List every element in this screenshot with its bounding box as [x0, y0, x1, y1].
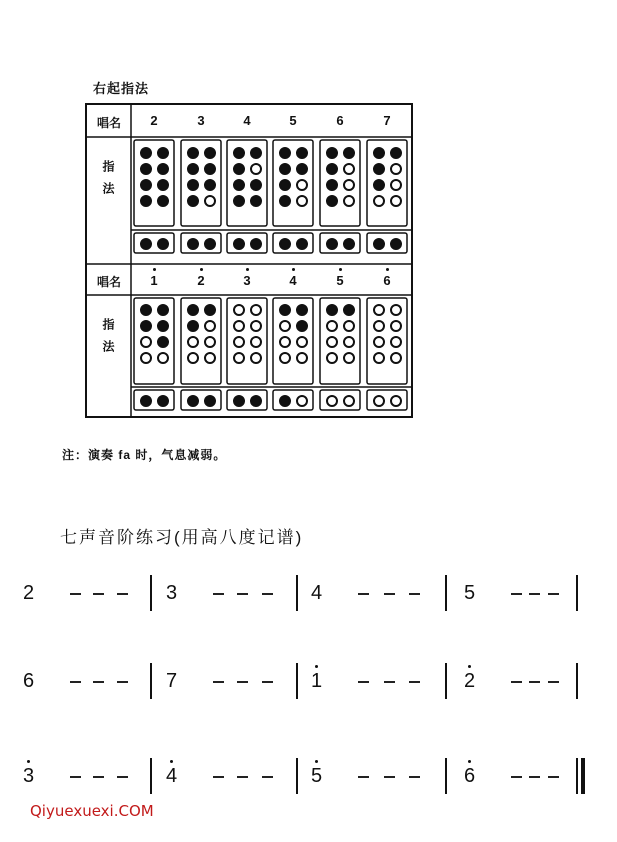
open-hole [373, 395, 385, 407]
open-hole [157, 352, 169, 364]
high-octave-dot [339, 268, 342, 271]
sustain-dash [511, 776, 522, 778]
closed-hole [326, 179, 338, 191]
closed-hole [140, 163, 152, 175]
score-note: 1 [311, 670, 323, 692]
solfege-table_lower-0: 1 [150, 273, 158, 288]
barline [576, 575, 578, 611]
open-hole [343, 320, 355, 332]
sustain-dash [117, 593, 128, 595]
closed-hole [157, 195, 169, 207]
closed-hole [187, 163, 199, 175]
open-hole [204, 320, 216, 332]
open-hole [204, 336, 216, 348]
thumb-holes-table_lower-5 [373, 395, 407, 407]
closed-hole [279, 163, 291, 175]
closed-hole [279, 304, 291, 316]
closed-hole [326, 163, 338, 175]
high-octave-dot [246, 268, 249, 271]
closed-hole [157, 304, 169, 316]
high-octave-dot [153, 268, 156, 271]
open-hole [373, 352, 385, 364]
closed-hole [250, 238, 262, 250]
sustain-dash [213, 681, 224, 683]
sustain-dash [358, 681, 369, 683]
open-hole [233, 336, 245, 348]
score-note: 3 [166, 582, 178, 604]
open-hole [279, 352, 291, 364]
thumb-holes-table_upper-3 [279, 238, 313, 250]
high-octave-dot [27, 760, 30, 763]
closed-hole [326, 238, 338, 250]
front-holes-table_lower-5 [373, 304, 407, 364]
score-note: 6 [464, 765, 476, 787]
closed-hole [233, 395, 245, 407]
open-hole [250, 352, 262, 364]
closed-hole [296, 238, 308, 250]
open-hole [373, 304, 385, 316]
high-octave-dot [292, 268, 295, 271]
solfege-table_lower-1: 2 [197, 273, 205, 288]
front-holes-table_upper-0 [140, 147, 174, 207]
closed-hole [187, 179, 199, 191]
open-hole [390, 195, 402, 207]
open-hole [390, 336, 402, 348]
high-octave-dot [386, 268, 389, 271]
open-hole [187, 352, 199, 364]
sustain-dash [529, 593, 540, 595]
closed-hole [326, 304, 338, 316]
closed-hole [250, 195, 262, 207]
sustain-dash [358, 776, 369, 778]
closed-hole [204, 163, 216, 175]
sustain-dash [237, 593, 248, 595]
sustain-dash [548, 681, 559, 683]
open-hole [343, 395, 355, 407]
closed-hole [140, 395, 152, 407]
open-hole [204, 352, 216, 364]
sustain-dash [93, 593, 104, 595]
front-holes-table_upper-1 [187, 147, 221, 207]
open-hole [373, 195, 385, 207]
front-holes-table_lower-4 [326, 304, 360, 364]
front-holes-table_upper-5 [373, 147, 407, 207]
closed-hole [373, 163, 385, 175]
open-hole [296, 195, 308, 207]
closed-hole [296, 304, 308, 316]
open-hole [296, 336, 308, 348]
score-note: 5 [311, 765, 323, 787]
closed-hole [187, 147, 199, 159]
closed-hole [140, 179, 152, 191]
closed-hole [326, 195, 338, 207]
sustain-dash [262, 681, 273, 683]
closed-hole [157, 179, 169, 191]
barline [150, 575, 152, 611]
thumb-holes-table_lower-0 [140, 395, 174, 407]
score-note: 6 [23, 670, 35, 692]
open-hole [233, 320, 245, 332]
closed-hole [187, 320, 199, 332]
barline [445, 663, 447, 699]
upper-solfege-label: 唱名 [96, 116, 121, 130]
closed-hole [373, 238, 385, 250]
closed-hole [279, 147, 291, 159]
closed-hole [233, 238, 245, 250]
front-holes-table_lower-2 [233, 304, 267, 364]
barline [576, 663, 578, 699]
sustain-dash [358, 593, 369, 595]
sustain-dash [213, 776, 224, 778]
closed-hole [390, 238, 402, 250]
exercise-title: 七声音阶练习(用高八度记谱) [60, 528, 304, 547]
closed-hole [343, 304, 355, 316]
solfege-table_upper-3: 5 [289, 113, 297, 128]
closed-hole [157, 336, 169, 348]
closed-hole [250, 179, 262, 191]
score-note: 3 [23, 765, 35, 787]
open-hole [326, 336, 338, 348]
open-hole [140, 352, 152, 364]
barline [150, 758, 152, 794]
sustain-dash [384, 681, 395, 683]
score-note: 7 [166, 670, 178, 692]
thumb-holes-table_lower-4 [326, 395, 360, 407]
closed-hole [279, 179, 291, 191]
open-hole [343, 163, 355, 175]
open-hole [343, 179, 355, 191]
open-hole [250, 163, 262, 175]
final-barline [581, 758, 585, 794]
front-holes-table_lower-0 [140, 304, 174, 364]
lower-fingering-label: 指法 [101, 318, 115, 362]
closed-hole [187, 304, 199, 316]
open-hole [390, 163, 402, 175]
sustain-dash [70, 776, 81, 778]
thumb-holes-table_upper-0 [140, 238, 174, 250]
sustain-dash [409, 593, 420, 595]
high-octave-dot [468, 760, 471, 763]
sustain-dash [70, 593, 81, 595]
solfege-table_lower-5: 6 [383, 273, 391, 288]
closed-hole [204, 395, 216, 407]
closed-hole [157, 320, 169, 332]
sustain-dash [529, 776, 540, 778]
open-hole [390, 304, 402, 316]
closed-hole [204, 147, 216, 159]
closed-hole [250, 395, 262, 407]
upper-fingering-label: 指法 [101, 160, 115, 204]
solfege-table_lower-2: 3 [243, 273, 251, 288]
open-hole [343, 352, 355, 364]
closed-hole [343, 238, 355, 250]
score-note: 5 [464, 582, 476, 604]
open-hole [343, 336, 355, 348]
open-hole [390, 320, 402, 332]
open-hole [233, 352, 245, 364]
open-hole [250, 304, 262, 316]
sustain-dash [384, 776, 395, 778]
sustain-dash [70, 681, 81, 683]
high-octave-dot [468, 665, 471, 668]
sustain-dash [262, 593, 273, 595]
open-hole [233, 304, 245, 316]
closed-hole [296, 163, 308, 175]
barline [576, 758, 578, 794]
closed-hole [140, 147, 152, 159]
closed-hole [204, 304, 216, 316]
watermark-text: Qiyuexuexi.COM [30, 802, 154, 820]
thumb-holes-table_upper-4 [326, 238, 360, 250]
closed-hole [373, 147, 385, 159]
high-octave-dot [170, 760, 173, 763]
closed-hole [140, 238, 152, 250]
thumb-holes-table_lower-2 [233, 395, 267, 407]
sustain-dash [511, 681, 522, 683]
open-hole [373, 320, 385, 332]
closed-hole [233, 163, 245, 175]
high-octave-dot [315, 760, 318, 763]
closed-hole [279, 395, 291, 407]
performance-note: 注：演奏 fa 时，气息减弱。 [62, 448, 227, 462]
open-hole [279, 336, 291, 348]
open-hole [187, 336, 199, 348]
closed-hole [390, 147, 402, 159]
open-hole [326, 320, 338, 332]
sustain-dash [237, 681, 248, 683]
closed-hole [204, 238, 216, 250]
solfege-table_upper-4: 6 [336, 113, 344, 128]
solfege-table_lower-4: 5 [336, 273, 344, 288]
closed-hole [140, 304, 152, 316]
score-note: 2 [464, 670, 476, 692]
barline [296, 663, 298, 699]
solfege-table_upper-0: 2 [150, 113, 158, 128]
open-hole [296, 352, 308, 364]
sustain-dash [213, 593, 224, 595]
barline [445, 575, 447, 611]
closed-hole [373, 179, 385, 191]
closed-hole [204, 179, 216, 191]
closed-hole [296, 320, 308, 332]
closed-hole [187, 238, 199, 250]
sustain-dash [548, 776, 559, 778]
open-hole [250, 336, 262, 348]
sustain-dash [93, 776, 104, 778]
closed-hole [140, 320, 152, 332]
closed-hole [233, 147, 245, 159]
thumb-holes-table_upper-1 [187, 238, 221, 250]
sustain-dash [237, 776, 248, 778]
closed-hole [157, 147, 169, 159]
open-hole [204, 195, 216, 207]
open-hole [326, 352, 338, 364]
sustain-dash [409, 776, 420, 778]
sustain-dash [409, 681, 420, 683]
sustain-dash [117, 681, 128, 683]
thumb-holes-table_lower-1 [187, 395, 221, 407]
solfege-table_upper-5: 7 [383, 113, 391, 128]
open-hole [390, 352, 402, 364]
open-hole [390, 179, 402, 191]
solfege-table_upper-2: 4 [243, 113, 251, 128]
sustain-dash [262, 776, 273, 778]
thumb-holes-table_upper-2 [233, 238, 267, 250]
sustain-dash [384, 593, 395, 595]
score-note: 4 [166, 765, 178, 787]
closed-hole [140, 195, 152, 207]
sustain-dash [548, 593, 559, 595]
closed-hole [279, 195, 291, 207]
closed-hole [187, 195, 199, 207]
open-hole [373, 336, 385, 348]
barline [445, 758, 447, 794]
score-note: 4 [311, 582, 323, 604]
high-octave-dot [315, 665, 318, 668]
front-holes-table_upper-2 [233, 147, 267, 207]
front-holes-table_upper-4 [326, 147, 360, 207]
sustain-dash [529, 681, 540, 683]
closed-hole [296, 147, 308, 159]
lower-solfege-label: 唱名 [96, 275, 121, 289]
closed-hole [343, 147, 355, 159]
solfege-table_lower-3: 4 [289, 273, 297, 288]
open-hole [279, 320, 291, 332]
open-hole [343, 195, 355, 207]
closed-hole [250, 147, 262, 159]
closed-hole [157, 163, 169, 175]
barline [296, 575, 298, 611]
open-hole [296, 179, 308, 191]
thumb-holes-table_upper-5 [373, 238, 407, 250]
thumb-holes-table_lower-3 [279, 395, 313, 407]
open-hole [390, 395, 402, 407]
front-holes-table_lower-1 [187, 304, 221, 364]
barline [150, 663, 152, 699]
barline [296, 758, 298, 794]
open-hole [296, 395, 308, 407]
sustain-dash [511, 593, 522, 595]
closed-hole [279, 238, 291, 250]
open-hole [326, 395, 338, 407]
high-octave-dot [200, 268, 203, 271]
closed-hole [326, 147, 338, 159]
closed-hole [157, 238, 169, 250]
sustain-dash [93, 681, 104, 683]
score-note: 2 [23, 582, 35, 604]
open-hole [250, 320, 262, 332]
closed-hole [187, 395, 199, 407]
front-holes-table_lower-3 [279, 304, 313, 364]
front-holes-table_upper-3 [279, 147, 313, 207]
open-hole [140, 336, 152, 348]
fingering-heading: 右起指法 [93, 81, 150, 96]
closed-hole [157, 395, 169, 407]
closed-hole [233, 195, 245, 207]
closed-hole [233, 179, 245, 191]
solfege-table_upper-1: 3 [197, 113, 205, 128]
sustain-dash [117, 776, 128, 778]
